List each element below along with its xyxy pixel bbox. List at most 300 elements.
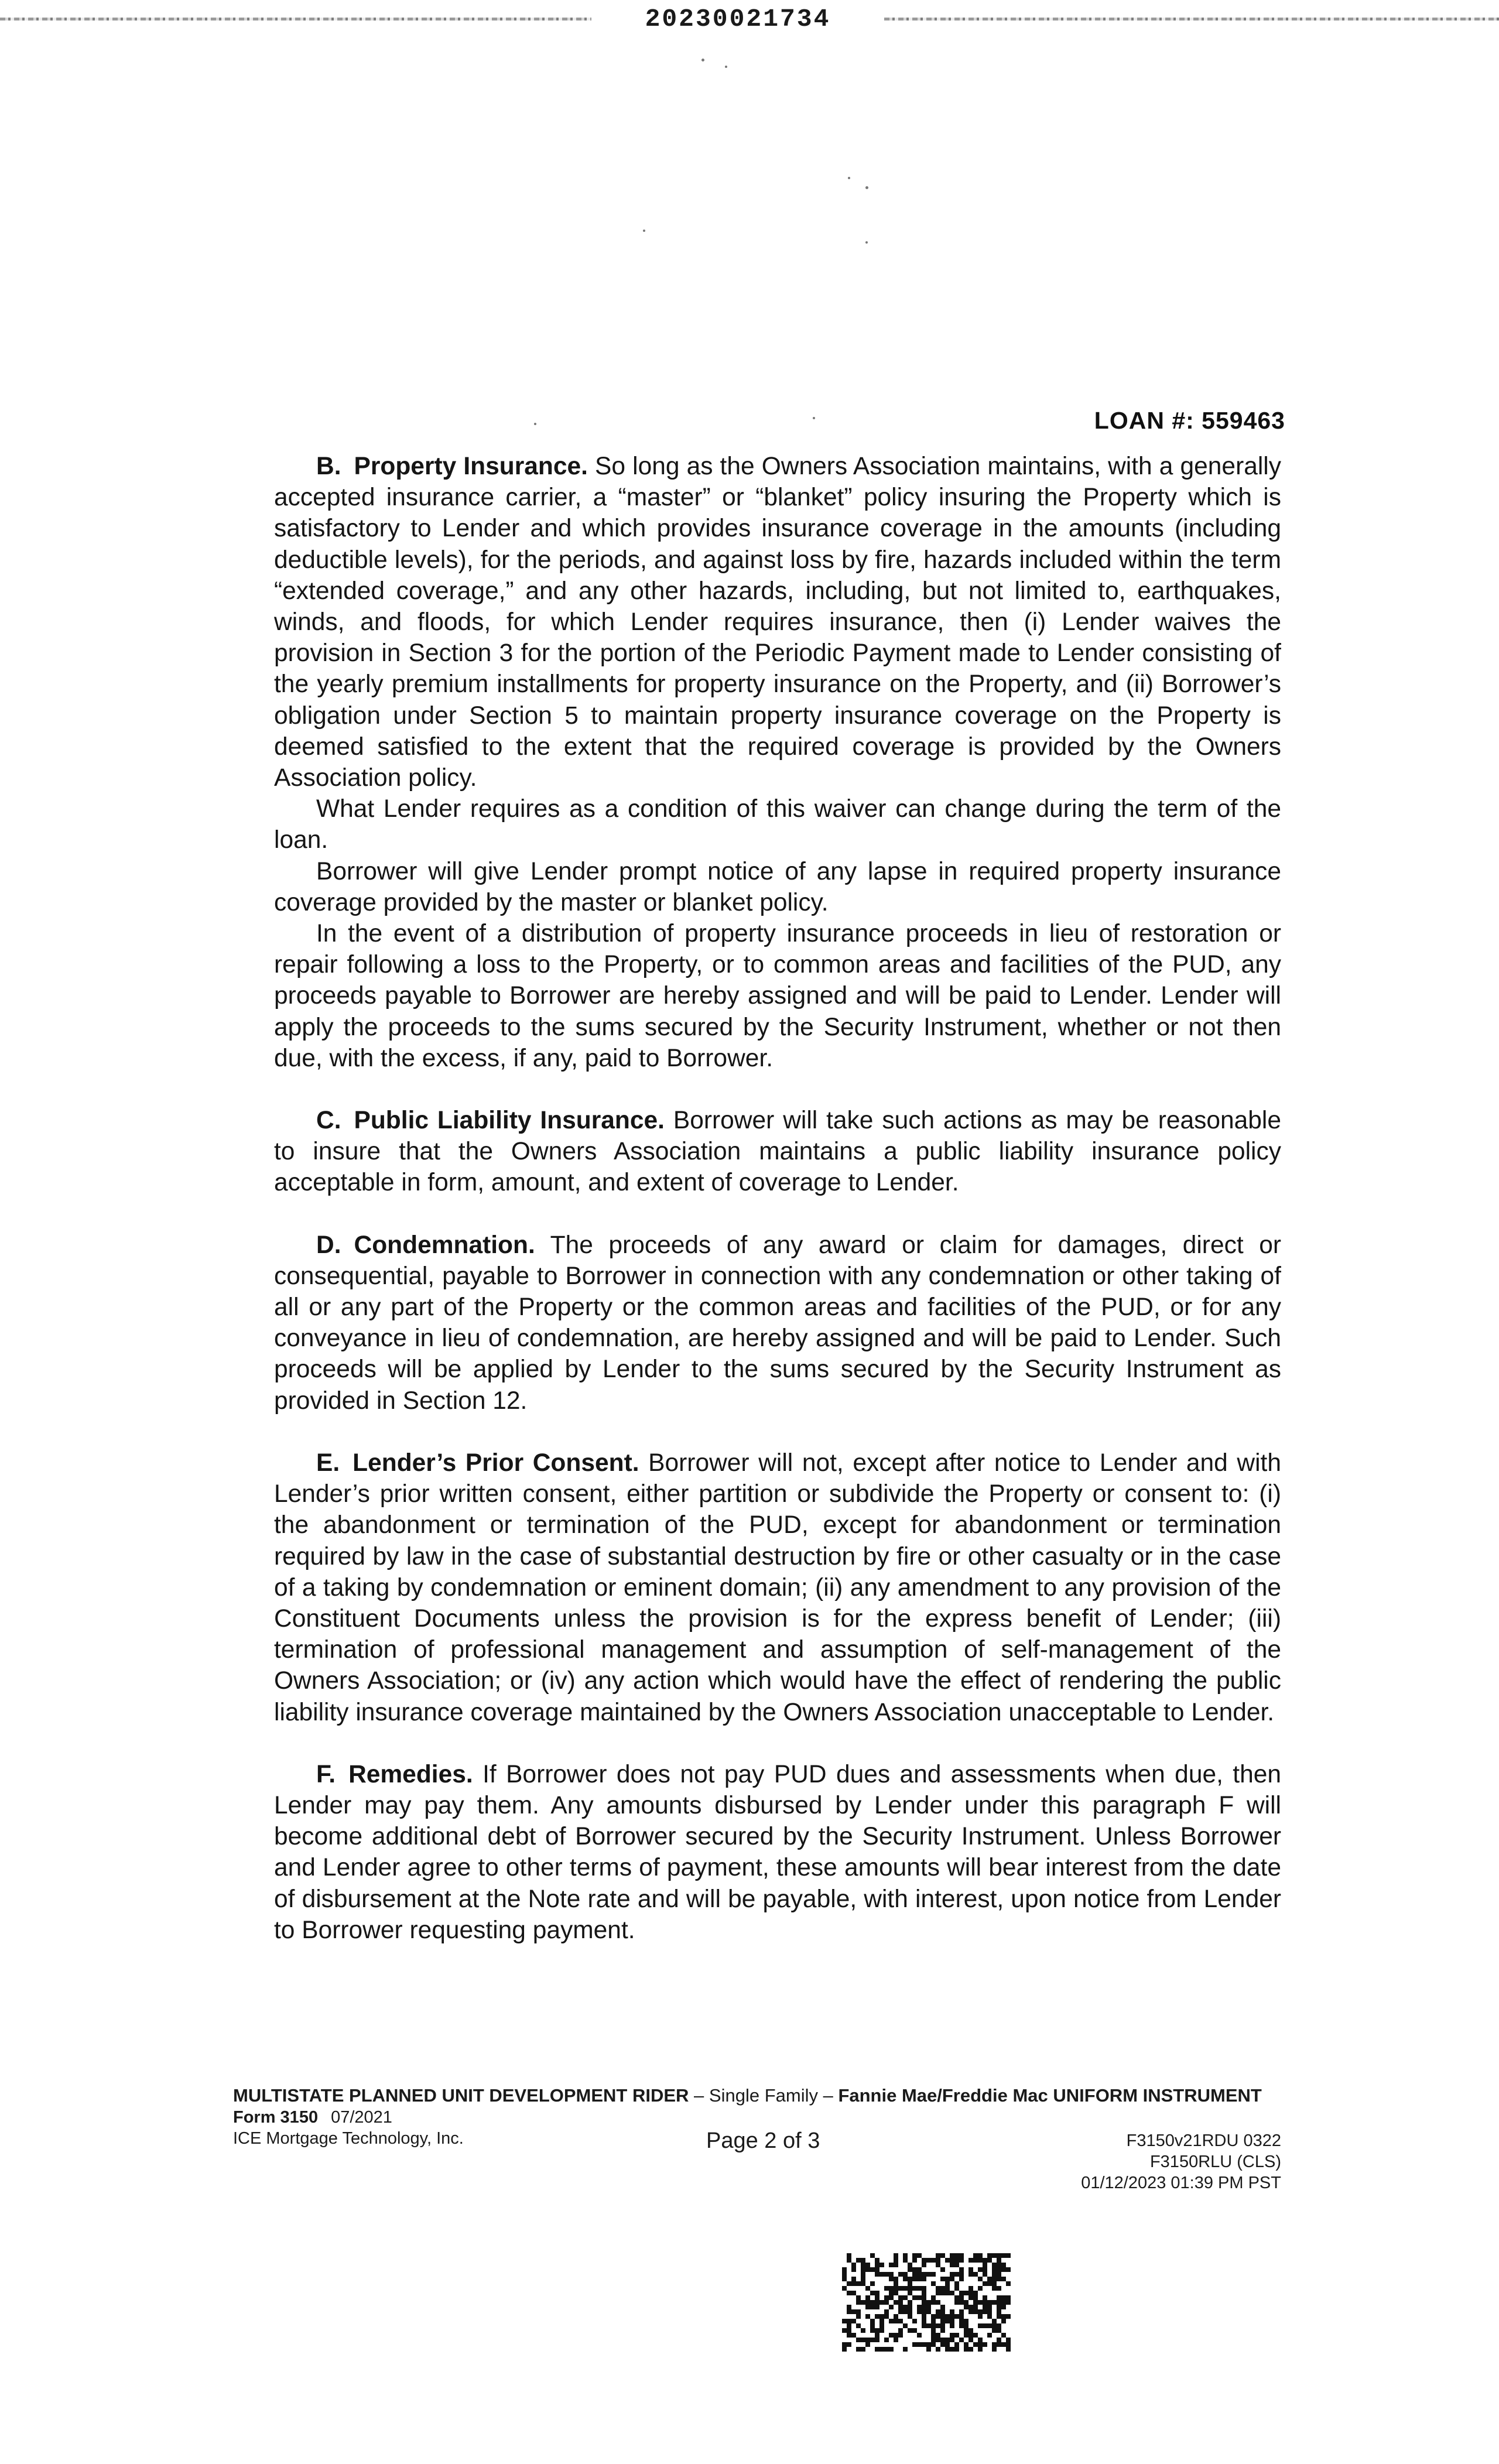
qr-module [936, 2309, 940, 2314]
qr-module [954, 2295, 959, 2300]
qr-module [912, 2342, 917, 2347]
qr-module [983, 2281, 987, 2286]
qr-module [875, 2338, 879, 2342]
qr-module [875, 2258, 879, 2263]
qr-module [861, 2281, 865, 2286]
qr-module [936, 2253, 940, 2258]
qr-module [856, 2347, 861, 2352]
qr-module [931, 2328, 936, 2333]
qr-module [950, 2338, 954, 2342]
section-f-text: If Borrower does not pay PUD dues and assessments when due, then Lender may pay them. Any amounts disbursed by Lender under this paragraph F will become additional debt of Borrower secured by the Security Instrument. Unless Borrower and Lender agree to other terms of payment, these amounts will bear interest from the date of disbursement at the Note rate and will be payable, with interest, upon notice from Lender to Borrower requesting payment. [274, 1760, 1282, 1944]
qr-module [922, 2323, 926, 2328]
qr-module [917, 2309, 922, 2314]
qr-module [884, 2338, 889, 2342]
section-e-text: Borrower will not, except after notice to Lender and with Lender’s prior written consent, either partition or subdivide the Property or consent to: (i) the abandonment or termination of the PUD, except for abandonment or termination required by law in the case of substantial destruction by fire or other casualty or in the case of a taking by condemnation or eminent domain; (ii) any amendment to any provision of the Constituent Documents unless the provision is for the express benefit of Lender; (iii) termination of professional management and assumption of self-management of the Owners Association; or (iv) any action which would have the effect of rendering the public liability insurance coverage maintained by the Owners Association unacceptable to Lender. [274, 1449, 1281, 1726]
scan-artifact-left [0, 18, 591, 20]
qr-module [978, 2277, 983, 2281]
qr-module [997, 2314, 1001, 2319]
qr-module [889, 2295, 894, 2300]
qr-module [922, 2309, 926, 2314]
scan-speck [534, 423, 536, 425]
section-f-heading: Remedies. [348, 1760, 473, 1788]
section-c-heading: Public Liability Insurance. [354, 1107, 665, 1135]
qr-module [968, 2333, 973, 2338]
qr-module [875, 2291, 879, 2295]
qr-module [997, 2286, 1001, 2291]
qr-module [856, 2258, 861, 2263]
qr-module [851, 2267, 856, 2272]
qr-module [992, 2319, 997, 2323]
qr-module [992, 2277, 997, 2281]
qr-module [889, 2286, 894, 2291]
qr-module [940, 2291, 945, 2295]
qr-module [884, 2286, 889, 2291]
qr-module [945, 2314, 950, 2319]
qr-module [912, 2272, 917, 2277]
qr-module [945, 2342, 950, 2347]
qr-module [973, 2295, 978, 2300]
qr-module [987, 2277, 992, 2281]
qr-module [1001, 2333, 1006, 2338]
qr-module [884, 2300, 889, 2305]
qr-module [875, 2314, 879, 2319]
qr-module [908, 2286, 912, 2291]
section-c-paragraph [274, 1105, 1281, 1199]
qr-module [987, 2300, 992, 2305]
qr-module [865, 2286, 870, 2291]
qr-module [997, 2277, 1001, 2281]
qr-module [950, 2263, 954, 2267]
qr-module [954, 2314, 959, 2319]
qr-module [954, 2286, 959, 2291]
qr-module [922, 2286, 926, 2291]
qr-module [894, 2277, 898, 2281]
qr-module [959, 2253, 964, 2258]
qr-module [959, 2323, 964, 2328]
section-b-paragraph [274, 451, 1281, 793]
qr-module [987, 2258, 992, 2263]
qr-module [973, 2305, 978, 2309]
qr-module [908, 2277, 912, 2281]
qr-module [973, 2342, 978, 2347]
section-e-letter: E. [316, 1449, 340, 1477]
qr-module [959, 2309, 964, 2314]
qr-module [1006, 2281, 1011, 2286]
qr-module [983, 2272, 987, 2277]
qr-module [875, 2272, 879, 2277]
section-b-notice-paragraph: Borrower will give Lender prompt notice of any lapse in required property insurance coverage provided by the master or blanket policy. [274, 857, 1281, 916]
qr-module [1001, 2277, 1006, 2281]
qr-module [870, 2305, 875, 2309]
qr-module [997, 2323, 1001, 2328]
qr-module [987, 2305, 992, 2309]
qr-module [884, 2309, 889, 2314]
qr-module [1006, 2314, 1011, 2319]
qr-module [847, 2281, 851, 2286]
qr-module [851, 2309, 856, 2314]
qr-module [997, 2309, 1001, 2314]
qr-module [954, 2272, 959, 2277]
qr-module [940, 2319, 945, 2323]
footer-form-title [233, 2085, 1281, 2107]
qr-module [889, 2319, 894, 2323]
qr-module [959, 2300, 964, 2305]
qr-module [987, 2281, 992, 2286]
section-d-paragraph [274, 1230, 1281, 1416]
qr-module [992, 2281, 997, 2286]
qr-module [1006, 2253, 1011, 2258]
qr-module [964, 2323, 968, 2328]
qr-module [997, 2258, 1001, 2263]
qr-module [973, 2272, 978, 2277]
qr-module [903, 2286, 908, 2291]
qr-module [1001, 2267, 1006, 2272]
qr-module [997, 2272, 1001, 2277]
qr-module [842, 2342, 847, 2347]
qr-module [931, 2272, 936, 2277]
qr-module [992, 2342, 997, 2347]
loan-number: LOAN #: 559463 [1094, 407, 1285, 434]
qr-module [875, 2305, 879, 2309]
qr-module [894, 2300, 898, 2305]
qr-module [1001, 2300, 1006, 2305]
qr-module [861, 2300, 865, 2305]
qr-module [851, 2319, 856, 2323]
qr-module [926, 2309, 931, 2314]
qr-module [997, 2328, 1001, 2333]
qr-module [870, 2291, 875, 2295]
qr-module [879, 2263, 884, 2267]
qr-module [889, 2305, 894, 2309]
section-c-text: Borrower will take such actions as may be reasonable to insure that the Owners Association maintains a public liability insurance policy acceptable in form, amount, and extent of coverage to Lender. [274, 1107, 1281, 1197]
qr-module [964, 2333, 968, 2338]
qr-module [940, 2309, 945, 2314]
qr-module [973, 2291, 978, 2295]
qr-module [936, 2291, 940, 2295]
qr-module [847, 2253, 851, 2258]
qr-module [922, 2277, 926, 2281]
qr-module [922, 2319, 926, 2323]
qr-module [898, 2300, 903, 2305]
qr-module [898, 2309, 903, 2314]
qr-module [959, 2319, 964, 2323]
qr-module [964, 2300, 968, 2305]
qr-module [912, 2286, 917, 2291]
qr-module [968, 2305, 973, 2309]
qr-module [917, 2333, 922, 2338]
qr-module [842, 2347, 847, 2352]
qr-module [861, 2347, 865, 2352]
scan-speck [865, 186, 868, 189]
qr-module [964, 2305, 968, 2309]
footer-page-number: Page 2 of 3 [706, 2128, 820, 2153]
qr-module [903, 2305, 908, 2309]
footer-code-version: F3150v21RDU 0322 [1126, 2131, 1281, 2150]
qr-module [903, 2253, 908, 2258]
section-b-waiver-paragraph: What Lender requires as a condition of this waiver can change during the term of the loan. [274, 795, 1281, 854]
qr-module [940, 2305, 945, 2309]
qr-module [912, 2267, 917, 2272]
qr-module [1006, 2338, 1011, 2342]
qr-module [983, 2263, 987, 2267]
qr-module [959, 2338, 964, 2342]
qr-module [959, 2277, 964, 2281]
qr-module [912, 2295, 917, 2300]
qr-module [945, 2338, 950, 2342]
qr-module [865, 2263, 870, 2267]
qr-module [968, 2338, 973, 2342]
qr-module [950, 2277, 954, 2281]
qr-module [879, 2323, 884, 2328]
qr-module [922, 2263, 926, 2267]
qr-module [865, 2267, 870, 2272]
qr-module [1001, 2319, 1006, 2323]
qr-module [842, 2272, 847, 2277]
qr-module [959, 2272, 964, 2277]
qr-module [983, 2295, 987, 2300]
qr-module [1006, 2347, 1011, 2352]
qr-module [973, 2309, 978, 2314]
qr-module [917, 2277, 922, 2281]
qr-module [894, 2258, 898, 2263]
qr-module [922, 2272, 926, 2277]
qr-module [898, 2295, 903, 2300]
qr-module [992, 2328, 997, 2333]
qr-module [926, 2258, 931, 2263]
section-e-heading: Lender’s Prior Consent. [352, 1449, 639, 1477]
qr-module [917, 2305, 922, 2309]
section-e-paragraph [274, 1447, 1281, 1728]
footer-code-rlu: F3150RLU (CLS) [1149, 2152, 1281, 2171]
qr-module [879, 2272, 884, 2277]
qr-module [926, 2272, 931, 2277]
qr-module [940, 2323, 945, 2328]
qr-module [851, 2277, 856, 2281]
qr-module [940, 2286, 945, 2291]
qr-module [847, 2333, 851, 2338]
qr-module [884, 2314, 889, 2319]
footer-form-date: 07/2021 [331, 2108, 392, 2127]
qr-module [959, 2258, 964, 2263]
qr-module [1006, 2267, 1011, 2272]
qr-module [917, 2295, 922, 2300]
qr-module [842, 2328, 847, 2333]
footer-title-end: Fannie Mae/Freddie Mac UNIFORM INSTRUMENT [838, 2085, 1262, 2106]
qr-module [875, 2263, 879, 2267]
qr-module [908, 2263, 912, 2267]
qr-module [847, 2342, 851, 2347]
section-f-paragraph [274, 1759, 1281, 1946]
qr-module [973, 2258, 978, 2263]
qr-module [964, 2342, 968, 2347]
qr-module [936, 2333, 940, 2338]
qr-module [922, 2305, 926, 2309]
qr-module [856, 2338, 861, 2342]
qr-module [912, 2277, 917, 2281]
qr-module [931, 2314, 936, 2319]
qr-module [997, 2338, 1001, 2342]
qr-module [879, 2328, 884, 2333]
qr-module [931, 2319, 936, 2323]
qr-module [992, 2253, 997, 2258]
qr-module [950, 2253, 954, 2258]
qr-module [875, 2300, 879, 2305]
qr-module [936, 2286, 940, 2291]
qr-module [898, 2319, 903, 2323]
qr-module [903, 2347, 908, 2352]
qr-module [889, 2272, 894, 2277]
qr-module [870, 2328, 875, 2333]
qr-module [973, 2300, 978, 2305]
qr-module [908, 2281, 912, 2286]
document-number: 20230021734 [645, 5, 831, 33]
qr-module [875, 2347, 879, 2352]
qr-module [973, 2333, 978, 2338]
qr-module [954, 2347, 959, 2352]
qr-module [842, 2277, 847, 2281]
qr-module [997, 2253, 1001, 2258]
qr-module [879, 2319, 884, 2323]
qr-module [856, 2295, 861, 2300]
qr-module [987, 2314, 992, 2319]
qr-module [879, 2314, 884, 2319]
qr-module [922, 2291, 926, 2295]
qr-module [903, 2272, 908, 2277]
rider-body [274, 451, 1281, 1946]
qr-module [926, 2342, 931, 2347]
qr-module [931, 2258, 936, 2263]
qr-module [842, 2319, 847, 2323]
qr-module [861, 2258, 865, 2263]
qr-module [983, 2258, 987, 2263]
qr-module [926, 2347, 931, 2352]
qr-module [945, 2281, 950, 2286]
qr-module [950, 2309, 954, 2314]
qr-module [936, 2258, 940, 2263]
qr-module [894, 2291, 898, 2295]
qr-module [889, 2291, 894, 2295]
qr-module [1001, 2305, 1006, 2309]
qr-module [879, 2347, 884, 2352]
qr-module [945, 2286, 950, 2291]
qr-module [894, 2253, 898, 2258]
qr-module [992, 2286, 997, 2291]
qr-module [936, 2323, 940, 2328]
qr-module [945, 2258, 950, 2263]
qr-module [968, 2258, 973, 2263]
qr-module [870, 2253, 875, 2258]
qr-module [978, 2347, 983, 2352]
qr-module [912, 2328, 917, 2333]
qr-module [847, 2291, 851, 2295]
qr-module [865, 2305, 870, 2309]
qr-module [865, 2314, 870, 2319]
qr-module [954, 2333, 959, 2338]
qr-module [968, 2309, 973, 2314]
qr-module [978, 2253, 983, 2258]
qr-module [992, 2347, 997, 2352]
qr-module [851, 2291, 856, 2295]
qr-module [950, 2333, 954, 2338]
qr-module [922, 2258, 926, 2263]
qr-module [865, 2338, 870, 2342]
qr-module [889, 2347, 894, 2352]
qr-module [968, 2291, 973, 2295]
qr-module [954, 2253, 959, 2258]
qr-module [940, 2277, 945, 2281]
qr-module [912, 2319, 917, 2323]
qr-module [847, 2309, 851, 2314]
section-f-letter: F. [316, 1760, 336, 1788]
section-d-letter: D. [316, 1231, 341, 1259]
qr-module [954, 2281, 959, 2286]
footer-title-mid: – Single Family – [689, 2085, 839, 2106]
qr-module [983, 2309, 987, 2314]
qr-module [908, 2300, 912, 2305]
qr-module [997, 2305, 1001, 2309]
qr-module [870, 2267, 875, 2272]
qr-module [917, 2342, 922, 2347]
qr-module [912, 2258, 917, 2263]
qr-module [992, 2300, 997, 2305]
qr-module [931, 2295, 936, 2300]
footer-codes [1081, 2130, 1281, 2193]
qr-module [987, 2253, 992, 2258]
form-footer [233, 2085, 1281, 2198]
qr-module [861, 2272, 865, 2277]
qr-module [997, 2295, 1001, 2300]
scan-speck [865, 241, 868, 244]
section-d-heading: Condemnation. [354, 1231, 535, 1259]
qr-module [983, 2267, 987, 2272]
qr-module [959, 2314, 964, 2319]
qr-module [908, 2291, 912, 2295]
qr-module [870, 2319, 875, 2323]
qr-module [968, 2286, 973, 2291]
qr-module [950, 2258, 954, 2263]
qr-module [964, 2319, 968, 2323]
scan-speck [725, 66, 727, 68]
qr-module [940, 2338, 945, 2342]
qr-module [861, 2263, 865, 2267]
qr-module [992, 2267, 997, 2272]
footer-form-number [233, 2107, 1281, 2128]
qr-module [889, 2277, 894, 2281]
qr-module [856, 2300, 861, 2305]
qr-module [856, 2309, 861, 2314]
qr-module [992, 2323, 997, 2328]
qr-module [950, 2314, 954, 2319]
qr-module [968, 2267, 973, 2272]
qr-module [992, 2272, 997, 2277]
qr-module [870, 2323, 875, 2328]
qr-module [983, 2305, 987, 2309]
qr-module [908, 2305, 912, 2309]
qr-module [954, 2258, 959, 2263]
qr-module [978, 2258, 983, 2263]
qr-module [950, 2291, 954, 2295]
qr-module [889, 2263, 894, 2267]
qr-module [884, 2272, 889, 2277]
qr-module [992, 2263, 997, 2267]
qr-module [978, 2309, 983, 2314]
qr-module [917, 2272, 922, 2277]
scan-speck [848, 177, 850, 179]
footer-row [233, 2128, 1281, 2198]
qr-module [870, 2281, 875, 2286]
qr-module [894, 2263, 898, 2267]
qr-module [926, 2305, 931, 2309]
